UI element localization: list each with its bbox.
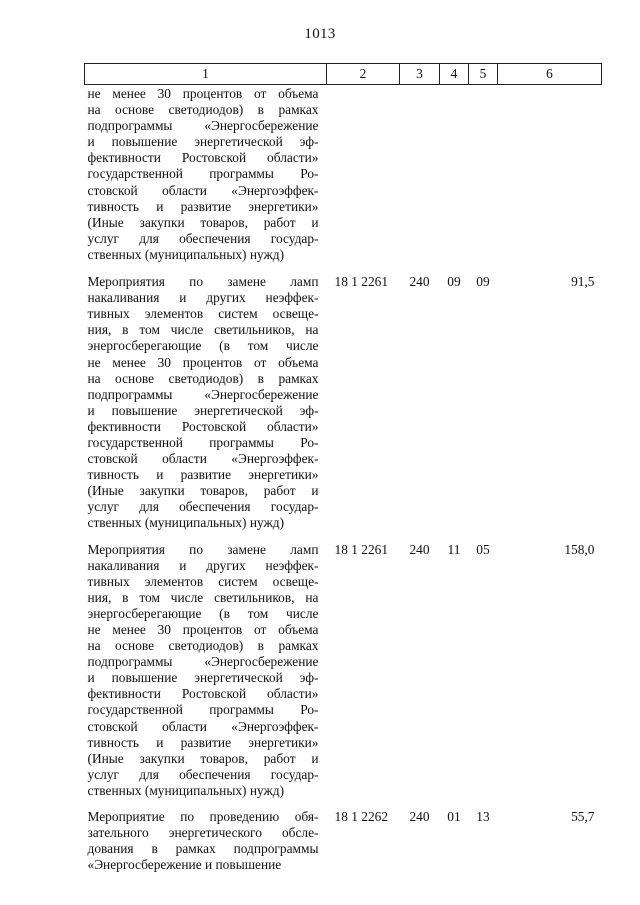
description-line: государственной программы Ро- — [87, 166, 319, 182]
expense-type-code: 240 — [409, 809, 430, 825]
description-line: ния, в том числе светильников, на — [87, 589, 319, 605]
amount-value: 55,7 — [571, 809, 595, 825]
section-code: 11 — [447, 541, 461, 557]
column-header-6: 6 — [498, 64, 602, 85]
description-line: фективности Ростовской области» — [87, 150, 319, 166]
row-description — [85, 274, 327, 542]
description-line: зательного энергетического обсле- — [87, 825, 319, 841]
page-number: 1013 — [304, 26, 336, 42]
column-header-2: 2 — [327, 64, 400, 85]
target-article-code: 18 1 2261 — [334, 541, 389, 557]
row-description — [85, 85, 327, 275]
description-line: и повышение энергетической эф- — [87, 402, 319, 418]
description-line: стовской области «Энергоэффек- — [87, 451, 319, 467]
description-line: Мероприятия по замене ламп — [87, 274, 319, 290]
table-row — [85, 85, 602, 275]
target-article-code: 18 1 2262 — [334, 809, 389, 825]
description-line: подпрограммы «Энергосбережение — [87, 386, 319, 402]
description-line: (Иные закупки товаров, работ и — [87, 750, 319, 766]
table-row — [85, 542, 602, 810]
description-line: государственной программы Ро- — [87, 434, 319, 450]
expense-type-code: 240 — [409, 274, 430, 290]
description-line: и повышение энергетической эф- — [87, 670, 319, 686]
description-line: услуг для обеспечения государ- — [87, 499, 319, 515]
description-line: не менее 30 процентов от объема — [87, 354, 319, 370]
row-description — [85, 809, 327, 883]
description-line: тивность и развитие энергетики» — [87, 467, 319, 483]
description-line: на основе светодиодов) в рамках — [87, 370, 319, 386]
description-line: «Энергосбережение и повышение — [87, 857, 282, 873]
description-line: подпрограммы «Энергосбережение — [87, 654, 319, 670]
description-line: Мероприятие по проведению обя- — [87, 809, 319, 825]
column-header-3: 3 — [400, 64, 440, 85]
description-line: на основе светодиодов) в рамках — [87, 102, 319, 118]
budget-table — [84, 63, 602, 883]
description-line: и повышение энергетической эф- — [87, 134, 319, 150]
expense-type-code: 240 — [409, 541, 430, 557]
table-body — [85, 85, 602, 884]
column-header-4: 4 — [440, 64, 469, 85]
description-line: энергосберегающие (в том числе — [87, 605, 319, 621]
description-line: тивность и развитие энергетики» — [87, 198, 319, 214]
description-line: ственных (муниципальных) нужд) — [87, 246, 285, 262]
description-line: (Иные закупки товаров, работ и — [87, 483, 319, 499]
section-code: 01 — [447, 809, 461, 825]
expense-type-code — [400, 85, 440, 275]
column-header-5: 5 — [469, 64, 498, 85]
description-line: не менее 30 процентов от объема — [87, 622, 319, 637]
subsection-code: 05 — [476, 541, 490, 557]
description-line: государственной программы Ро- — [87, 702, 319, 718]
description-line: фективности Ростовской области» — [87, 418, 319, 434]
table-header-row — [85, 64, 602, 85]
subsection-code — [469, 85, 498, 275]
section-code: 09 — [447, 274, 461, 290]
description-line: подпрограммы «Энергосбережение — [87, 118, 319, 134]
description-line: накаливания и других неэффек- — [87, 557, 319, 573]
description-line: дования в рамках подпрограммы — [87, 841, 319, 857]
column-header-1: 1 — [85, 64, 327, 85]
amount-value: 91,5 — [571, 274, 595, 290]
description-line: ственных (муниципальных) нужд) — [87, 782, 285, 798]
description-line: тивность и развитие энергетики» — [87, 734, 319, 750]
description-line: услуг для обеспечения государ- — [87, 766, 319, 782]
target-article-code — [327, 85, 400, 275]
description-line: тивных элементов систем освеще- — [87, 573, 319, 589]
description-line: стовской области «Энергоэффек- — [87, 718, 319, 734]
amount-value: 158,0 — [564, 541, 595, 557]
description-line: не менее 30 процентов от объема — [87, 86, 319, 101]
description-line: (Иные закупки товаров, работ и — [87, 214, 319, 230]
description-line: Мероприятия по замене ламп — [87, 541, 319, 557]
amount-value — [498, 85, 602, 275]
table-row — [85, 809, 602, 883]
subsection-code: 09 — [476, 274, 490, 290]
description-line: ния, в том числе светильников, на — [87, 322, 319, 338]
description-line: фективности Ростовской области» — [87, 686, 319, 702]
section-code — [440, 85, 469, 275]
subsection-code: 13 — [476, 809, 490, 825]
description-line: услуг для обеспечения государ- — [87, 230, 319, 246]
row-description — [85, 542, 327, 810]
description-line: ственных (муниципальных) нужд) — [87, 515, 285, 531]
description-line: тивных элементов систем освеще- — [87, 306, 319, 322]
description-line: на основе светодиодов) в рамках — [87, 638, 319, 654]
table-row — [85, 274, 602, 542]
description-line: накаливания и других неэффек- — [87, 290, 319, 306]
description-line: энергосберегающие (в том числе — [87, 338, 319, 354]
target-article-code: 18 1 2261 — [334, 274, 389, 290]
description-line: стовской области «Энергоэффек- — [87, 182, 319, 198]
